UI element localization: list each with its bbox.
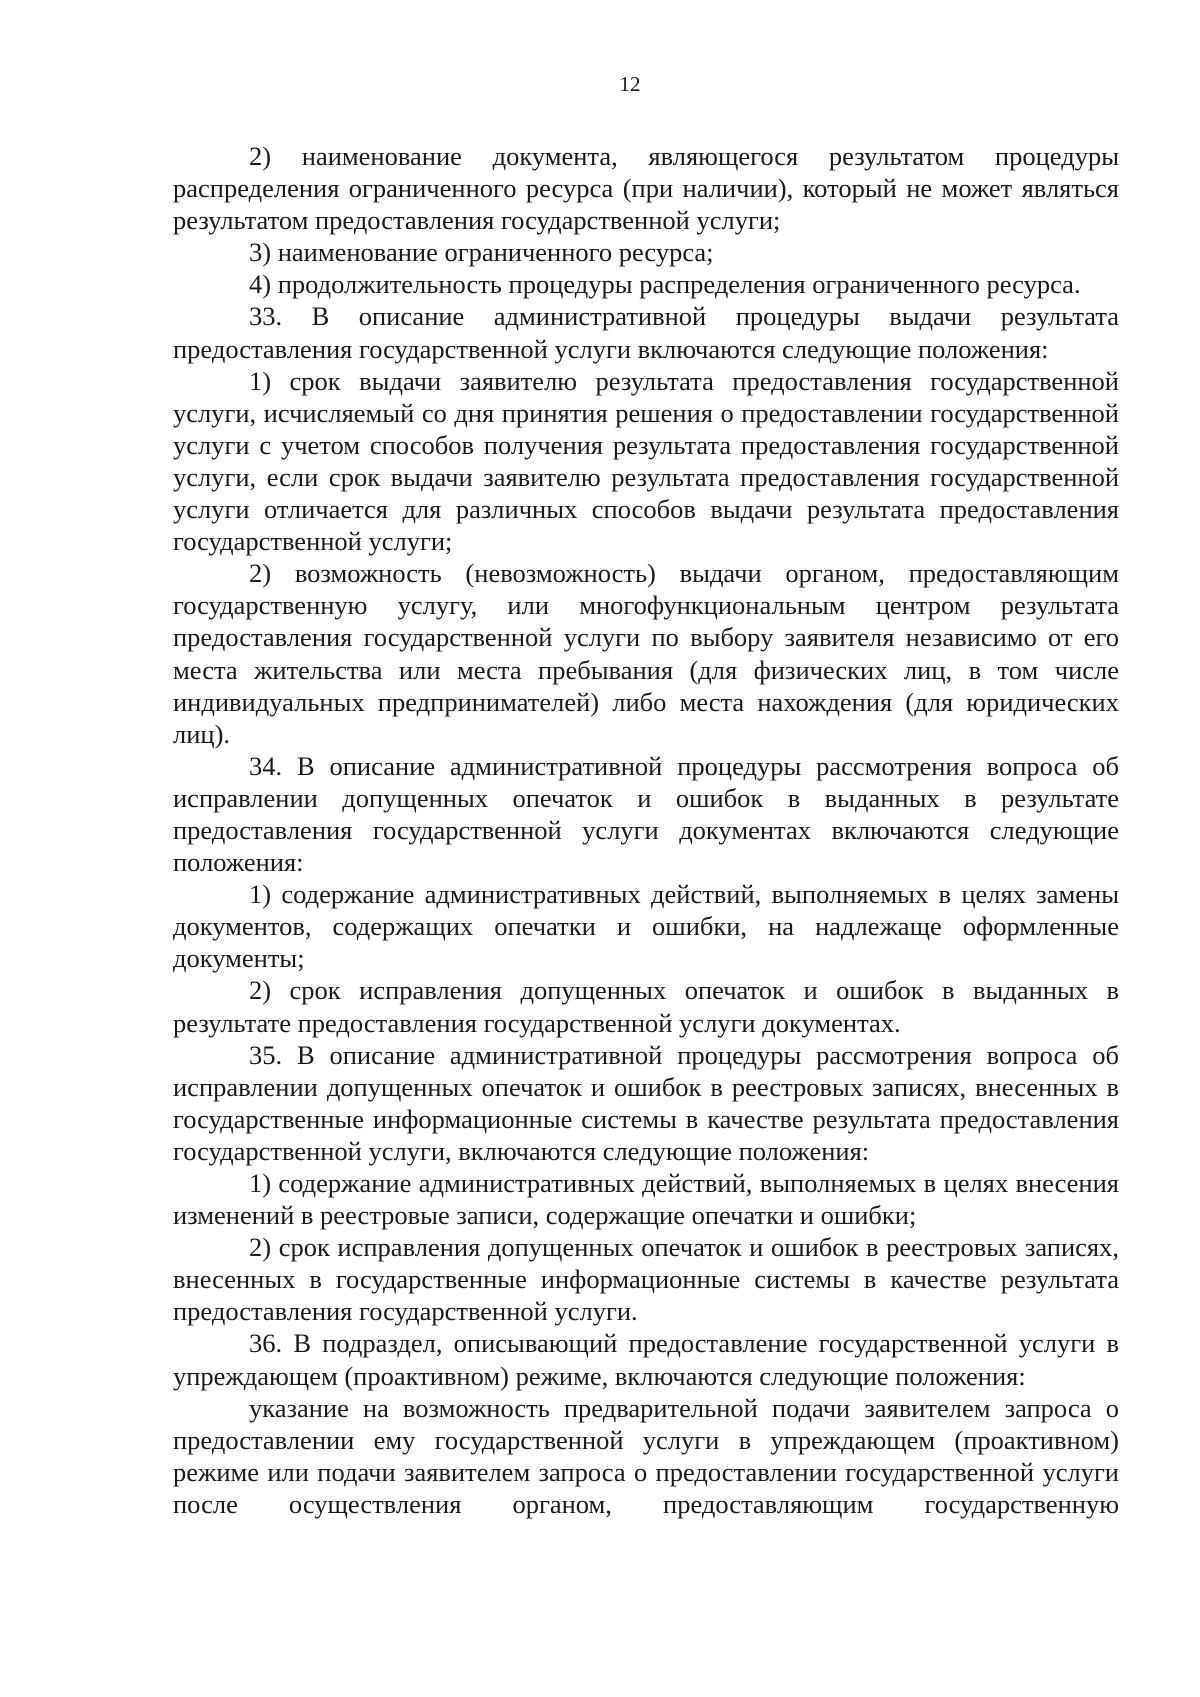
paragraph-item-2-document-name: 2) наименование документа, являющегося результатом процедуры распределения ограниченного ресурса (при наличии), который не может являться результатом предоставления государственной услуги;: [173, 141, 1119, 236]
paragraph-clause-33-item-1: 1) срок выдачи заявителю результата предоставления государственной услуги, исчисляемый со дня принятия решения о предоставлении государственной услуги с учетом способов получения результата предоставления государственной услуги, если срок выдачи заявителю результата предоставления государственной услуги отличается для различных способов выдачи результата предоставления государственной услуги;: [173, 365, 1119, 557]
document-body: [173, 140, 1119, 1520]
paragraph-clause-33: 33. В описание административной процедуры выдачи результата предоставления государственной услуги включаются следующие положения:: [173, 301, 1119, 364]
paragraph-clause-34-item-1: 1) содержание административных действий, выполняемых в целях замены документов, содержащих опечатки и ошибки, на надлежаще оформленные документы;: [173, 879, 1119, 974]
paragraph-clause-36-text: указание на возможность предварительной подачи заявителем запроса о предоставлении ему государственной услуги в упреждающем (проактивном) режиме или подачи заявителем запроса о предоставлении государственной услуги после осуществления органом, предоставляющим государственную: [173, 1392, 1119, 1519]
paragraph-clause-34-item-2: 2) срок исправления допущенных опечаток и ошибок в выданных в результате предоставления государственной услуги документах.: [173, 975, 1119, 1038]
paragraph-item-4-duration: 4) продолжительность процедуры распределения ограниченного ресурса.: [249, 269, 1081, 300]
paragraph-clause-35-item-1: 1) содержание административных действий, выполняемых в целях внесения изменений в реестровые записи, содержащие опечатки и ошибки;: [173, 1168, 1119, 1231]
paragraph-clause-34: 34. В описание административной процедуры рассмотрения вопроса об исправлении допущенных опечаток и ошибок в выданных в результате предоставления государственной услуги документах включаются следующие положения:: [173, 750, 1119, 878]
paragraph-clause-35-item-2: 2) срок исправления допущенных опечаток и ошибок в реестровых записях, внесенных в государственные информационные системы в качестве результата предоставления государственной услуги.: [173, 1232, 1119, 1327]
paragraph-clause-33-item-2: 2) возможность (невозможность) выдачи органом, предоставляющим государственную услугу, или многофункциональным центром результата предоставления государственной услуги по выбору заявителя независимо от его места жительства или места пребывания (для физических лиц, в том числе индивидуальных предпринимателей) либо места нахождения (для юридических лиц).: [173, 558, 1119, 749]
paragraph-clause-36: 36. В подраздел, описывающий предоставление государственной услуги в упреждающем (проактивном) режиме, включаются следующие положения:: [173, 1328, 1119, 1391]
page-number: 12: [619, 72, 641, 96]
paragraph-clause-35: 35. В описание административной процедуры рассмотрения вопроса об исправлении допущенных опечаток и ошибок в реестровых записях, внесенных в государственные информационные системы в качестве результата предоставления государственной услуги, включаются следующие положения:: [173, 1039, 1119, 1166]
paragraph-item-3-resource-name: 3) наименование ограниченного ресурса;: [249, 237, 714, 268]
